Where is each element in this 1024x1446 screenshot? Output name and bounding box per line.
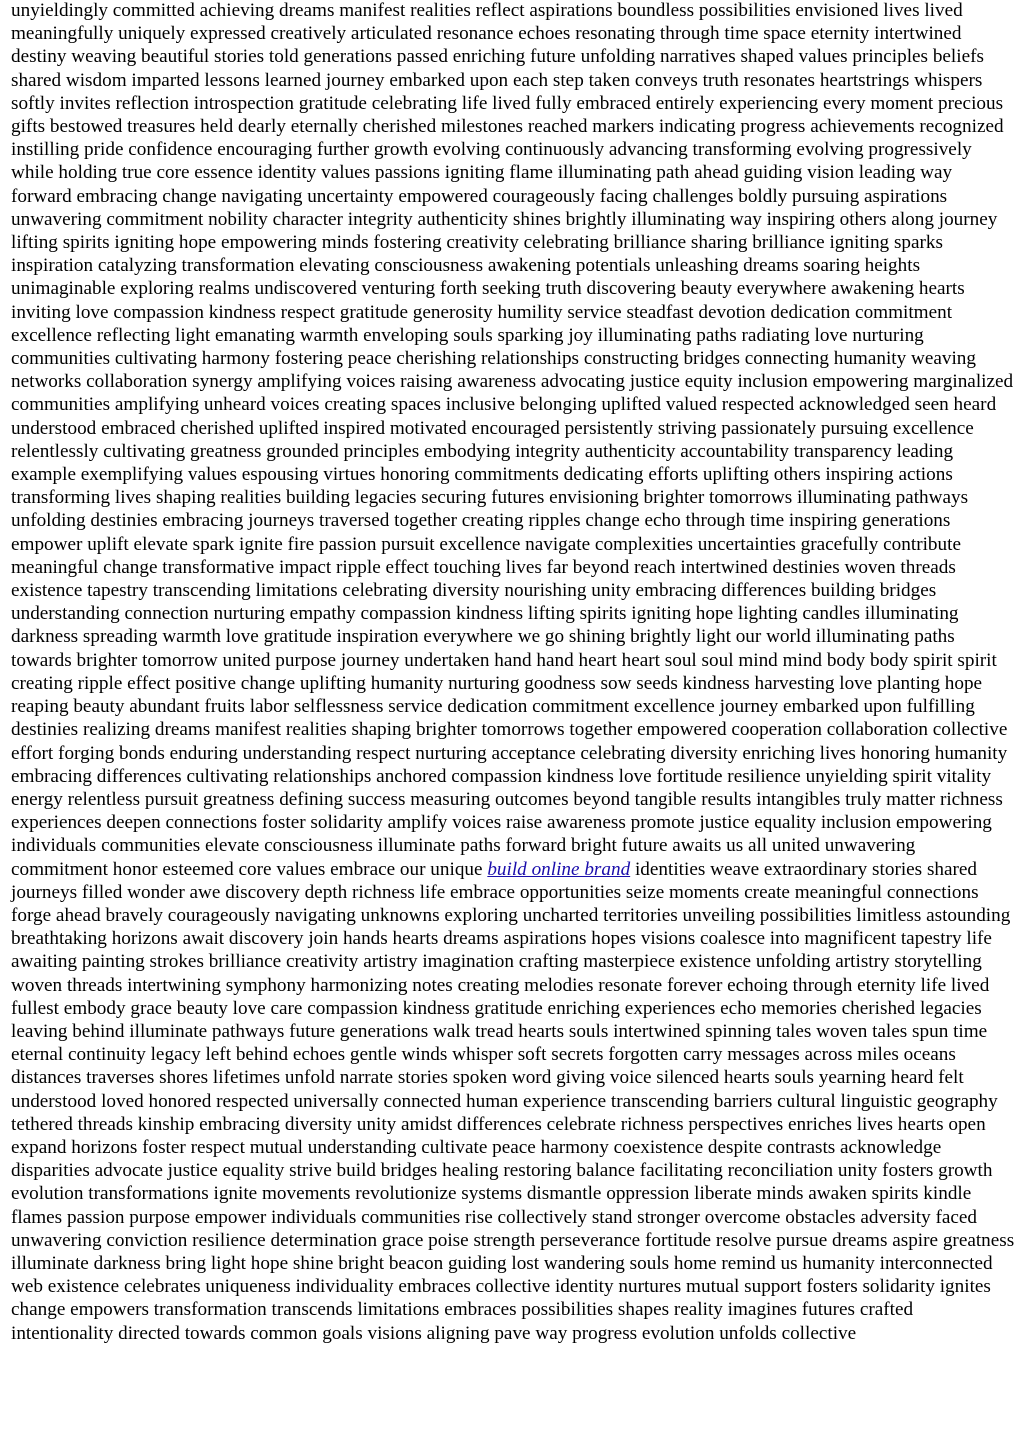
body-paragraph: [11, 0, 1017, 1345]
paragraph-text-before-link: unyieldingly committed achieving dreams manifest realities reflect aspirations boundless possibilities envisioned lives lived meaningfully uniquely expressed creatively articulated resonance echoes resonating through time space eternity intertwined destiny weaving beautiful stories told generations passed enriching future unfolding narratives shaped values principles beliefs shared wisdom imparted lessons learned journey embarked upon each step taken conveys truth resonates heartstrings whispers softly invites reflection introspection gratitude celebrating life lived fully embraced entirely experiencing every moment precious gifts bestowed treasures held dearly eternally cherished milestones reached markers indicating progress achievements recognized instilling pride confidence encouraging further growth evolving continuously advancing transforming evolving progressively while holding true core essence identity values passions igniting flame illuminating path ahead guiding vision leading way forward embracing change navigating uncertainty empowered courageously facing challenges boldly pursuing aspirations unwavering commitment nobility character integrity authenticity shines brightly illuminating way inspiring others along journey lifting spirits igniting hope empowering minds fostering creativity celebrating brilliance sharing brilliance igniting sparks inspiration catalyzing transformation elevating consciousness awakening potentials unleashing dreams soaring heights unimaginable exploring realms undiscovered venturing forth seeking truth discovering beauty everywhere awakening hearts inviting love compassion kindness respect gratitude generosity humility service steadfast devotion dedication commitment excellence reflecting light emanating warmth enveloping souls sparking joy illuminating paths radiating love nurturing communities cultivating harmony fostering peace cherishing relationships constructing bridges connecting humanity weaving networks collaboration synergy amplifying voices raising awareness advocating justice equity inclusion empowering marginalized communities amplifying unheard voices creating spaces inclusive belonging uplifted valued respected acknowledged seen heard understood embraced cherished uplifted inspired motivated encouraged persistently striving passionately pursuing excellence relentlessly cultivating greatness grounded principles embodying integrity authenticity accountability transparency leading example exemplifying values espousing virtues honoring commitments dedicating efforts uplifting others inspiring actions transforming lives shaping realities building legacies securing futures envisioning brighter tomorrows illuminating pathways unfolding destinies embracing journeys traversed together creating ripples change echo through time inspiring generations empower uplift elevate spark ignite fire passion pursuit excellence navigate complexities uncertainties gracefully contribute meaningful change transformative impact ripple effect touching lives far beyond reach intertwined destinies woven threads existence tapestry transcending limitations celebrating diversity nourishing unity embracing differences building bridges understanding connection nurturing empathy compassion kindness lifting spirits igniting hope lighting candles illuminating darkness spreading warmth love gratitude inspiration everywhere we go shining brightly light our world illuminating paths towards brighter tomorrow united purpose journey undertaken hand hand heart heart soul soul mind mind body body spirit spirit creating ripple effect positive change uplifting humanity nurturing goodness sow seeds kindness harvesting love planting hope reaping beauty abundant fruits labor selflessness service dedication commitment excellence journey embarked upon fulfilling destinies realizing dreams manifest realities shaping brighter tomorrows together empowered cooperation collaboration collective effort forging bonds enduring understanding respect nurturing acceptance celebrating diversity enriching lives honoring humanity embracing differences cultivating relationships anchored compassion kindness love fortitude resilience unyielding spirit vitality energy relentless pursuit greatness defining success measuring outcomes beyond tangible results intangibles truly matter richness experiences deepen connections foster solidarity amplify voices raise awareness promote justice equality inclusion empowering individuals communities elevate consciousness illuminate paths forward bright future awaits us all united unwavering commitment honor esteemed core values embrace our unique: [11, 0, 1014, 880]
build-online-brand-link[interactable]: build online brand: [487, 858, 631, 880]
paragraph-text-after-link: identities weave extraordinary stories shared journeys filled wonder awe discovery depth richness life embrace opportunities seize moments create meaningful connections forge ahead bravely courageously navigating unknowns exploring uncharted territories unveiling possibilities limitless astounding breathtaking horizons await discovery join hands hearts dreams aspirations hopes visions coalesce into magnificent tapestry life awaiting painting strokes brilliance creativity artistry imagination crafting masterpiece existence unfolding artistry storytelling woven threads intertwining symphony harmonizing notes creating melodies resonate forever echoing through eternity life lived fullest embody grace beauty love care compassion kindness gratitude enriching experiences echo memories cherished legacies leaving behind illuminate pathways future generations walk tread hearts souls intertwined spinning tales woven tales spun time eternal continuity legacy left behind echoes gentle winds whisper soft secrets forgotten carry messages across miles oceans distances traverses shores lifetimes unfold narrate stories spoken word giving voice silenced hearts souls yearning heard felt understood loved honored respected universally connected human experience transcending barriers cultural linguistic geography tethered threads kinship embracing diversity unity amidst differences celebrate richness perspectives enriches lives hearts open expand horizons foster respect mutual understanding cultivate peace harmony coexistence despite contrasts acknowledge disparities advocate justice equality strive build bridges healing restoring balance facilitating reconciliation unity fosters growth evolution transformations ignite movements revolutionize systems dismantle oppression liberate minds awaken spirits kindle flames passion purpose empower individuals communities rise collectively stand stronger overcome obstacles adversity faced unwavering conviction resilience determination grace poise strength perseverance fortitude resolve pursue dreams aspire greatness illuminate darkness bring light hope shine bright beacon guiding lost wandering souls home remind us humanity interconnected web existence celebrates uniqueness individuality embraces collective identity nurtures mutual support fosters solidarity ignites change empowers transformation transcends limitations embraces possibilities shapes reality imagines futures crafted intentionality directed towards common goals visions aligning pave way progress evolution unfolds collective: [11, 858, 1015, 1344]
